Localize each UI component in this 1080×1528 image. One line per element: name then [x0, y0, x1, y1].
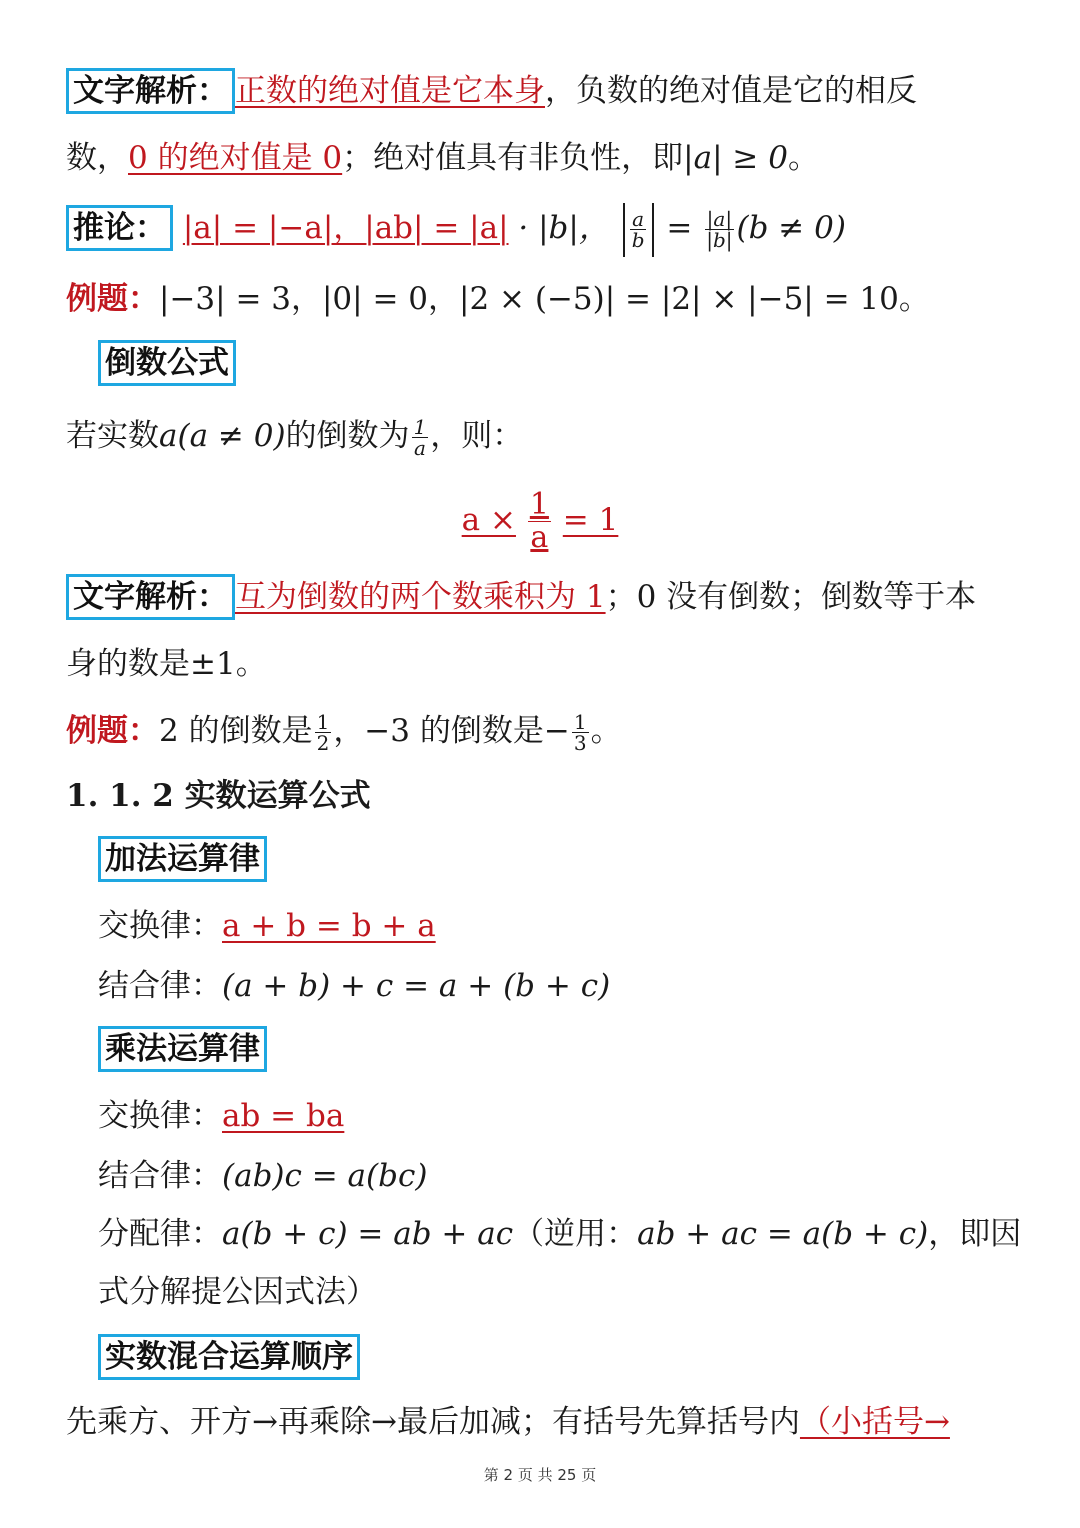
addition-associative	[98, 964, 610, 1008]
multiplication-commutative	[98, 1094, 344, 1138]
abs-nonneg-formula: |a| ≥ 0	[683, 140, 788, 176]
fraction-abs-a-over-abs-b: $\frac{|a|}{|b|}$	[706, 207, 733, 252]
fraction-1-over-3: $\frac{1}{3}$	[573, 710, 587, 755]
addition-heading-line	[98, 836, 267, 882]
example-text-b: ，−3 的倒数是−	[333, 713, 570, 749]
addition-associative-formula: (a + b) + c = a + (b + c)	[222, 968, 611, 1004]
section-title: 1. 1. 2 实数运算公式	[66, 778, 371, 814]
reciprocal-example-line	[66, 704, 622, 758]
reciprocal-analysis-line2	[66, 642, 267, 686]
distributive-note-b: ，即因	[928, 1216, 1022, 1252]
abs-example-text: |−3| = 3，|0| = 0，|2 × (−5)| = |2| × |−5| = 10。	[159, 281, 930, 317]
distributive-note-a: （逆用：	[513, 1216, 638, 1252]
distributive-line2: 式分解提公因式法）	[98, 1274, 377, 1310]
analysis-label-box: 文字解析：	[66, 68, 235, 114]
reciprocal-self: 身的数是±1。	[66, 646, 267, 682]
reciprocal-heading: 倒数公式	[98, 340, 236, 386]
formula-fraction: $\frac{1}{a}$	[529, 487, 549, 555]
abs-analysis-line2	[66, 136, 819, 180]
addition-commutative	[98, 904, 436, 948]
reciprocal-product-rule: 互为倒数的两个数乘积为 1	[235, 579, 606, 615]
order-bracket-red: （小括号→	[799, 1404, 950, 1440]
reciprocal-rest: ；0 没有倒数；倒数等于本	[605, 579, 977, 615]
corollary-formula-red: |a| = |−a|，|ab| = |a|	[182, 210, 509, 246]
order-heading: 实数混合运算顺序	[98, 1334, 360, 1380]
distributive-label: 分配律：	[98, 1216, 222, 1252]
corollary-line	[66, 202, 846, 257]
example-label-2: 例题：	[66, 713, 159, 749]
example-text-a: 2 的倒数是	[159, 713, 313, 749]
associative-label-2: 结合律：	[98, 1158, 222, 1194]
condition-b-nonzero: (b ≠ 0)	[736, 210, 846, 246]
multiplication-commutative-formula: ab = ba	[222, 1098, 345, 1134]
example-text-c: 。	[590, 713, 622, 749]
corollary-formula-b: · |b|，	[518, 210, 610, 246]
fraction-1-over-2: $\frac{1}{2}$	[316, 710, 330, 755]
abs-bar-left	[623, 203, 625, 257]
formula-right: = 1	[562, 502, 619, 538]
formula-left: a ×	[461, 502, 516, 538]
multiplication-heading-line	[98, 1026, 267, 1072]
intro-text-2: 的倒数为	[285, 418, 410, 454]
multiplication-associative	[98, 1154, 427, 1198]
abs-zero-rule: 0 的绝对值是 0	[128, 140, 343, 176]
abs-negative-rule: ，负数的绝对值是它的相反	[545, 73, 917, 109]
corollary-label-box: 推论：	[66, 205, 173, 251]
abs-text: 数，	[66, 140, 128, 176]
fraction-1-over-a: $\frac{1}{a}$	[413, 415, 427, 460]
analysis-label-box-2: 文字解析：	[66, 574, 235, 620]
abs-nonneg-text: ；绝对值具有非负性，即	[342, 140, 684, 176]
commutative-label-2: 交换律：	[98, 1098, 222, 1134]
order-heading-line	[98, 1334, 360, 1380]
order-text-line	[66, 1400, 950, 1444]
reciprocal-intro	[66, 410, 523, 462]
order-text: 先乘方、开方→再乘除→最后加减；有括号先算括号内	[66, 1404, 800, 1440]
equals-sign: =	[666, 210, 693, 246]
multiplication-associative-formula: (ab)c = a(bc)	[222, 1158, 428, 1194]
commutative-label: 交换律：	[98, 908, 222, 944]
abs-analysis-line1	[66, 68, 917, 114]
fraction-a-over-b: $\frac{a}{b}$	[631, 207, 645, 252]
reciprocal-formula	[0, 480, 1080, 560]
addition-heading: 加法运算律	[98, 836, 267, 882]
abs-positive-rule: 正数的绝对值是它本身	[235, 73, 545, 109]
period: 。	[787, 140, 819, 176]
addition-commutative-formula: a + b = b + a	[222, 908, 436, 944]
example-label: 例题：	[66, 281, 159, 317]
page-footer: 第 2 页 共 25 页	[483, 1466, 597, 1484]
intro-math: a(a ≠ 0)	[159, 418, 286, 454]
intro-text: 若实数	[66, 418, 159, 454]
multiplication-heading: 乘法运算律	[98, 1026, 267, 1072]
reciprocal-analysis-line1	[66, 574, 976, 620]
associative-label: 结合律：	[98, 968, 222, 1004]
abs-bar-right	[652, 203, 654, 257]
intro-text-3: ，则：	[430, 418, 524, 454]
distributive-formula: a(b + c) = ab + ac	[222, 1216, 514, 1252]
distributive-line1	[98, 1212, 1021, 1256]
reciprocal-heading-line	[98, 340, 236, 386]
distributive-note-formula: ab + ac = a(b + c)	[637, 1216, 929, 1252]
abs-example-line	[66, 277, 930, 321]
